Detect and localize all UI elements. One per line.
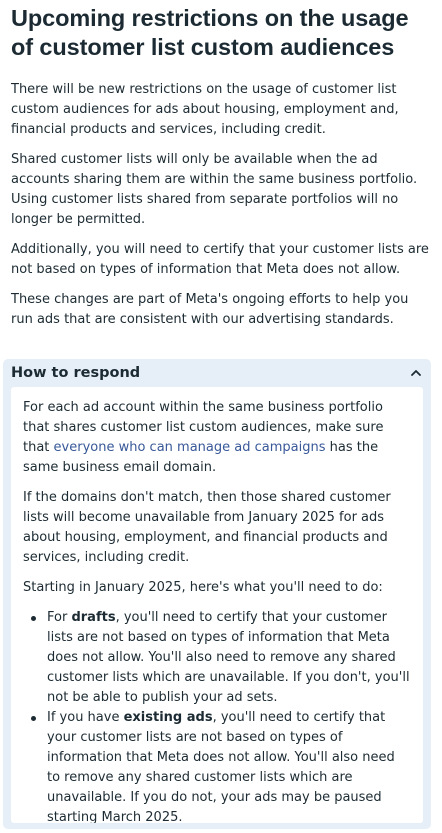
respond-paragraph-1-end: has the same business email domain.	[23, 440, 379, 475]
intro-paragraph-4: These changes are part of Meta's ongoing efforts to help you run ads that are consistent with our advertising standards.	[11, 292, 409, 327]
intro-paragraph-2: Shared customer lists will only be available when the ad accounts sharing them are within the same business portfolio. Using customer lists shared from separate portfolios will no longer be permitted.	[11, 152, 418, 227]
accordion-header[interactable]	[3, 359, 431, 387]
page-title: Upcoming restrictions on the usage of customer list custom audiences	[11, 5, 409, 60]
respond-paragraph-3: Starting in January 2025, here's what you'll need to do:	[23, 580, 383, 595]
requirements-list	[23, 608, 411, 823]
accordion-title: How to respond	[11, 365, 141, 381]
chevron-up-icon[interactable]	[410, 367, 422, 379]
intro-paragraph-3: Additionally, you will need to certify that your customer lists are not based on types of information that Meta does not allow.	[11, 242, 429, 277]
bullet-dot	[31, 716, 36, 721]
manage-ad-campaigns-link[interactable]: everyone who can manage ad campaigns	[53, 440, 326, 455]
list-item-existing-ads	[23, 708, 411, 823]
bullet-1-bold: drafts	[71, 610, 116, 625]
bullet-2-start: If you have	[47, 710, 124, 725]
bullet-2-end: , you'll need to certify that your customer lists are not based on types of information that Meta does not allow. You'll also need to remove any shared customer lists which are unavailable. If you do not, your ads may be paused starting March 2025.	[47, 710, 395, 823]
how-to-respond-accordion	[3, 359, 431, 829]
bullet-dot	[31, 616, 36, 621]
intro-section	[11, 80, 429, 330]
respond-paragraph-1	[23, 398, 411, 478]
respond-paragraph-2: If the domains don't match, then those shared customer lists will become unavailable from January 2025 for ads about housing, employment, and financial products and services, including credit.	[23, 490, 391, 565]
accordion-content	[11, 387, 423, 823]
list-item-drafts	[23, 608, 411, 708]
intro-paragraph-1: There will be new restrictions on the usage of customer list custom audiences for ads about housing, employment and, financial products and services, including credit.	[11, 82, 399, 137]
bullet-2-bold: existing ads	[123, 710, 213, 725]
respond-paragraph-1-start: For each ad account within the same business portfolio that shares customer list custom audiences, make sure that	[23, 400, 384, 455]
bullet-1-end: , you'll need to certify that your customer lists are not based on types of information that Meta does not allow. You'll also need to remove any shared customer lists which are unavailable. If you don't, you'll not be able to publish your ad sets.	[47, 610, 410, 705]
bullet-1-start: For	[47, 610, 72, 625]
